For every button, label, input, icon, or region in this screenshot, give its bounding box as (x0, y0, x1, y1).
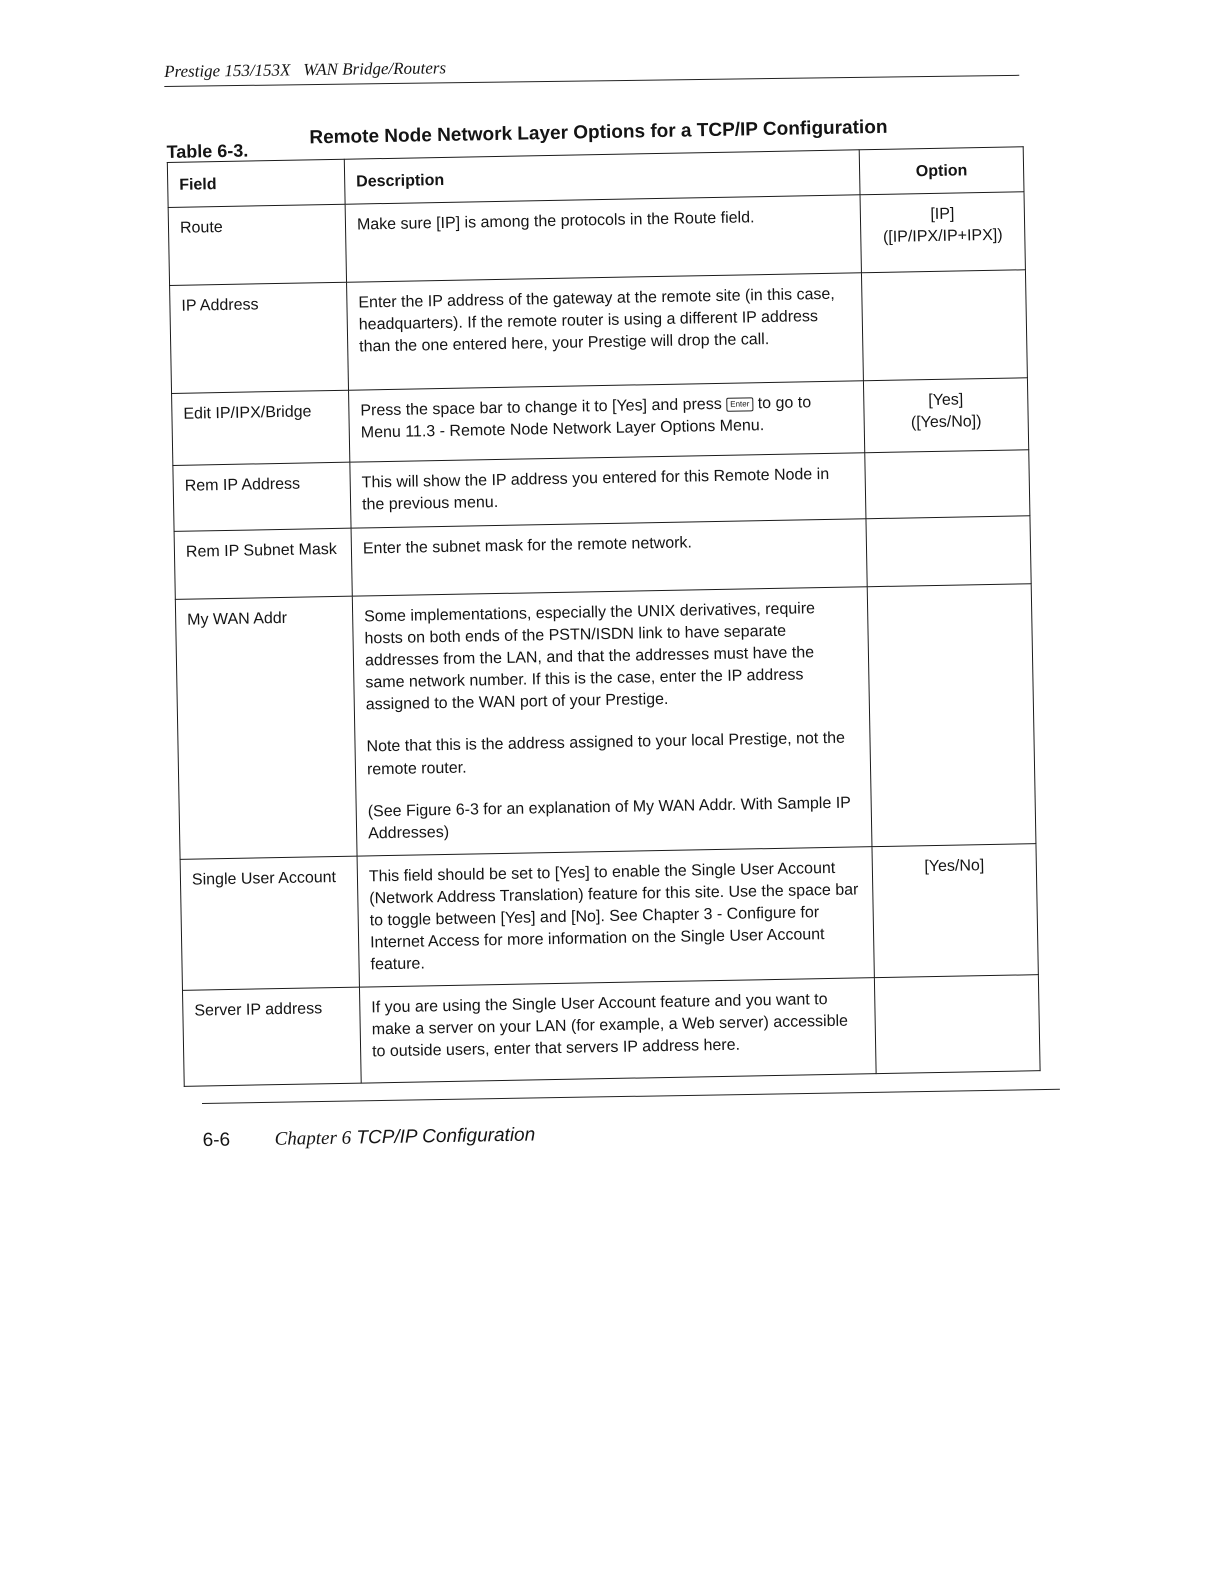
description-cell (359, 978, 876, 1083)
description-text: (See Figure 6-3 for an explanation of My WAN Addr. With Sample IP Addresses) (367, 794, 851, 843)
page-footer (202, 1089, 1061, 1152)
field-cell: IP Address (170, 282, 349, 393)
description-cell (357, 846, 874, 987)
description-part: Press the space bar to change it to [Yes] and press (360, 395, 722, 420)
field-cell: Route (168, 204, 346, 285)
description-text: This will show the IP address you entered for this Remote Node in the previous menu. (361, 465, 830, 514)
options-table (167, 146, 1041, 1087)
description-cell (352, 587, 872, 856)
option-value: [Yes/No] (924, 856, 985, 876)
table-block (166, 102, 1046, 1087)
option-value: [Yes] (928, 391, 964, 410)
table-row (175, 584, 1036, 859)
description-part: to go to Menu 11.3 - Remote Node Network Layer Options Menu. (360, 394, 812, 442)
option-cell (866, 516, 1031, 587)
description-cell (349, 381, 865, 462)
option-cell (867, 584, 1036, 847)
description-cell (347, 273, 864, 390)
header-product: Prestige 153/153X (164, 60, 291, 81)
description-cell (350, 453, 866, 528)
table-row (180, 843, 1038, 990)
description-text: Make sure [IP] is among the protocols in the Route field. (356, 209, 755, 234)
description-text: Enter the IP address of the gateway at the remote site (in this case, headquarters). If the remote router is using a different IP address than the one entered here, your Prestige will drop the call. (358, 285, 835, 356)
footer-chapter-label: Chapter 6 (274, 1127, 352, 1150)
option-cell (865, 450, 1030, 519)
option-cell (861, 270, 1027, 381)
field-cell: Rem IP Subnet Mask (174, 528, 352, 599)
table-caption-number: Table 6-3. (166, 140, 249, 162)
description-text: Some implementations, especially the UNIX derivatives, require hosts on both ends of the PSTN/ISDN link to have separate addresses from the LAN, and that the addresses must have the same network number. If this is the case, enter the IP address assigned to the WAN port of your Prestige. (364, 600, 816, 714)
description-text: This field should be set to [Yes] to enable the Single User Account (Network Address Translation) feature for this site. Use the space bar to toggle between [Yes] and [No]. See Chapter 3 - Configure for Internet Access for more information on the Single User Account feature. (368, 859, 859, 974)
option-cell (872, 843, 1038, 977)
option-values-alt: ([Yes/No]) (910, 413, 982, 432)
page-number: 6-6 (202, 1129, 231, 1151)
footer-rule (202, 1089, 1060, 1104)
column-header-description: Description (344, 150, 860, 205)
description-cell (351, 519, 867, 596)
running-header (164, 51, 1019, 87)
option-cell (860, 192, 1025, 273)
option-cell (874, 975, 1040, 1074)
option-values-alt: ([IP/IPX/IP+IPX]) (882, 226, 1003, 247)
description-text: If you are using the Single User Account feature and you want to make a server on your LAN (for example, a Web server) accessible to outside users, enter that servers IP address here. (371, 991, 849, 1061)
description-text (360, 392, 853, 445)
enter-key-icon: Enter (726, 397, 753, 411)
description-text: Enter the subnet mask for the remote network. (362, 534, 693, 558)
description-text: Note that this is the address assigned to your local Prestige, not the remote router. (366, 730, 846, 778)
header-subtitle: WAN Bridge/Routers (303, 58, 447, 80)
table-row (182, 975, 1040, 1087)
field-cell: Server IP address (182, 987, 361, 1086)
footer-chapter-title: TCP/IP Configuration (356, 1124, 536, 1149)
field-cell: Rem IP Address (173, 462, 351, 531)
field-cell: Edit IP/IPX/Bridge (172, 390, 350, 465)
column-header-option: Option (859, 147, 1024, 195)
description-cell (345, 195, 861, 282)
option-cell (863, 378, 1028, 453)
option-value: [IP] (930, 205, 955, 224)
field-cell: Single User Account (180, 856, 359, 991)
column-header-field: Field (167, 159, 345, 207)
table-row (170, 270, 1028, 394)
table-caption-title: Remote Node Network Layer Options for a TCP/IP Configuration (309, 116, 888, 149)
field-cell: My WAN Addr (175, 596, 357, 859)
footer-line (202, 1116, 1060, 1152)
